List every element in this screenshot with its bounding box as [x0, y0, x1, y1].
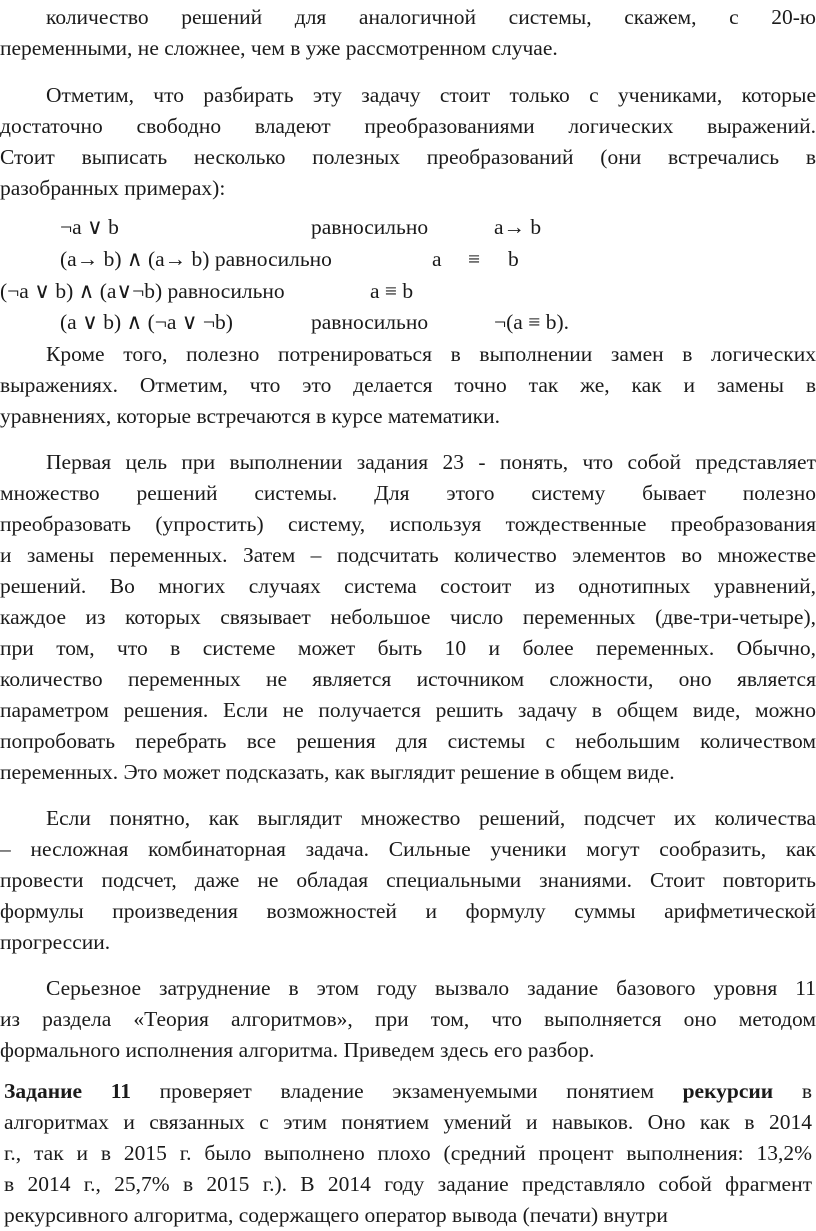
text-line: и замены переменных. Затем – подсчитать количество элементов во множестве — [0, 543, 816, 567]
text-line: рекурсивного алгоритма, содержащего оператор вывода (печати) внутри — [4, 1203, 668, 1227]
text-line: Первая цель при выполнении задания 23 - понять, что собой представляет — [46, 450, 816, 474]
formula-mid: равносильно — [311, 215, 429, 239]
formula-right: b — [508, 247, 519, 271]
text-line: попробовать перебрать все решения для системы с небольшим количеством — [0, 729, 816, 753]
text-line: преобразовать (упростить) систему, используя тождественные преобразования — [0, 512, 816, 536]
text-line: Отметим, что разбирать эту задачу стоит только с учениками, которые — [46, 83, 816, 107]
text-line: прогрессии. — [0, 930, 111, 954]
text-line: переменных. Это может подсказать, как выглядит решение в общем виде. — [0, 760, 675, 784]
text-line: количество решений для аналогичной системы, скажем, с 20-ю — [46, 5, 816, 29]
text-line: выражениях. Отметим, что это делается точно так же, как и замены в — [0, 373, 816, 397]
text-line: формулы произведения возможностей и формулу суммы арифметической — [0, 899, 816, 923]
text-line: разобранных примерах): — [0, 176, 226, 200]
formula-right: a→ b — [494, 215, 542, 239]
text-line: – несложная комбинаторная задача. Сильные ученики могут сообразить, как — [0, 837, 816, 861]
text-line: параметром решения. Если не получается решить задачу в общем виде, можно — [0, 698, 816, 722]
text-line: формального исполнения алгоритма. Приведем здесь его разбор. — [0, 1038, 595, 1062]
formula-left: (¬a ∨ b) ∧ (a∨¬b) равносильно — [0, 279, 285, 303]
text-line: провести подсчет, даже не обладая специальными знаниями. Стоит повторить — [0, 868, 816, 892]
formula-right: a ≡ b — [370, 279, 414, 303]
formula-left: (a ∨ b) ∧ (¬a ∨ ¬b) — [60, 310, 233, 334]
task-label: Задание 11 — [4, 1079, 132, 1103]
text-line: Стоит выписать несколько полезных преобразований (они встречались в — [0, 145, 816, 169]
formula-mid: равносильно — [311, 310, 429, 334]
text-line: переменными, не сложнее, чем в уже рассмотренном случае. — [0, 36, 558, 60]
text-line: г., так и в 2015 г. было выполнено плохо (средний процент выполнения: 13,2% — [4, 1141, 812, 1165]
text-line: Кроме того, полезно потренироваться в выполнении замен в логических — [46, 342, 816, 366]
text-line: при том, что в системе может быть 10 и более переменных. Обычно, — [0, 636, 816, 660]
formula-equiv: ≡ — [468, 247, 481, 271]
text-line: уравнениях, которые встречаются в курсе математики. — [0, 404, 500, 428]
text-line: достаточно свободно владеют преобразованиями логических выражений. — [0, 114, 816, 138]
formula-right: ¬(a ≡ b). — [494, 310, 569, 334]
text-line: каждое из которых связывает небольшое число переменных (две-три-четыре), — [0, 605, 816, 629]
text-line: Если понятно, как выглядит множество решений, подсчет их количества — [46, 806, 816, 830]
text-line: алгоритмах и связанных с этим понятием умений и навыков. Оно как в 2014 — [4, 1110, 812, 1134]
text-line: множество решений системы. Для этого систему бывает полезно — [0, 481, 816, 505]
text-line: количество переменных не является источником сложности, оно является — [0, 667, 816, 691]
text-line: Серьезное затруднение в этом году вызвало задание базового уровня 11 — [46, 976, 816, 1000]
task-heading-line: Задание 11 проверяет владение экзаменуемыми понятием рекурсии в — [4, 1079, 812, 1103]
text-line: решений. Во многих случаях система состоит из однотипных уравнений, — [0, 574, 816, 598]
formula-mid: a — [432, 247, 442, 271]
recursion-term: рекурсии — [682, 1079, 774, 1103]
formula-left: ¬a ∨ b — [60, 215, 119, 239]
text-line: из раздела «Теория алгоритмов», при том, что выполняется оно методом — [0, 1007, 816, 1031]
text-line: в 2014 г., 25,7% в 2015 г.). В 2014 году задание представляло собой фрагмент — [4, 1172, 812, 1196]
formula-left: (a→ b) ∧ (a→ b) равносильно — [60, 247, 332, 271]
